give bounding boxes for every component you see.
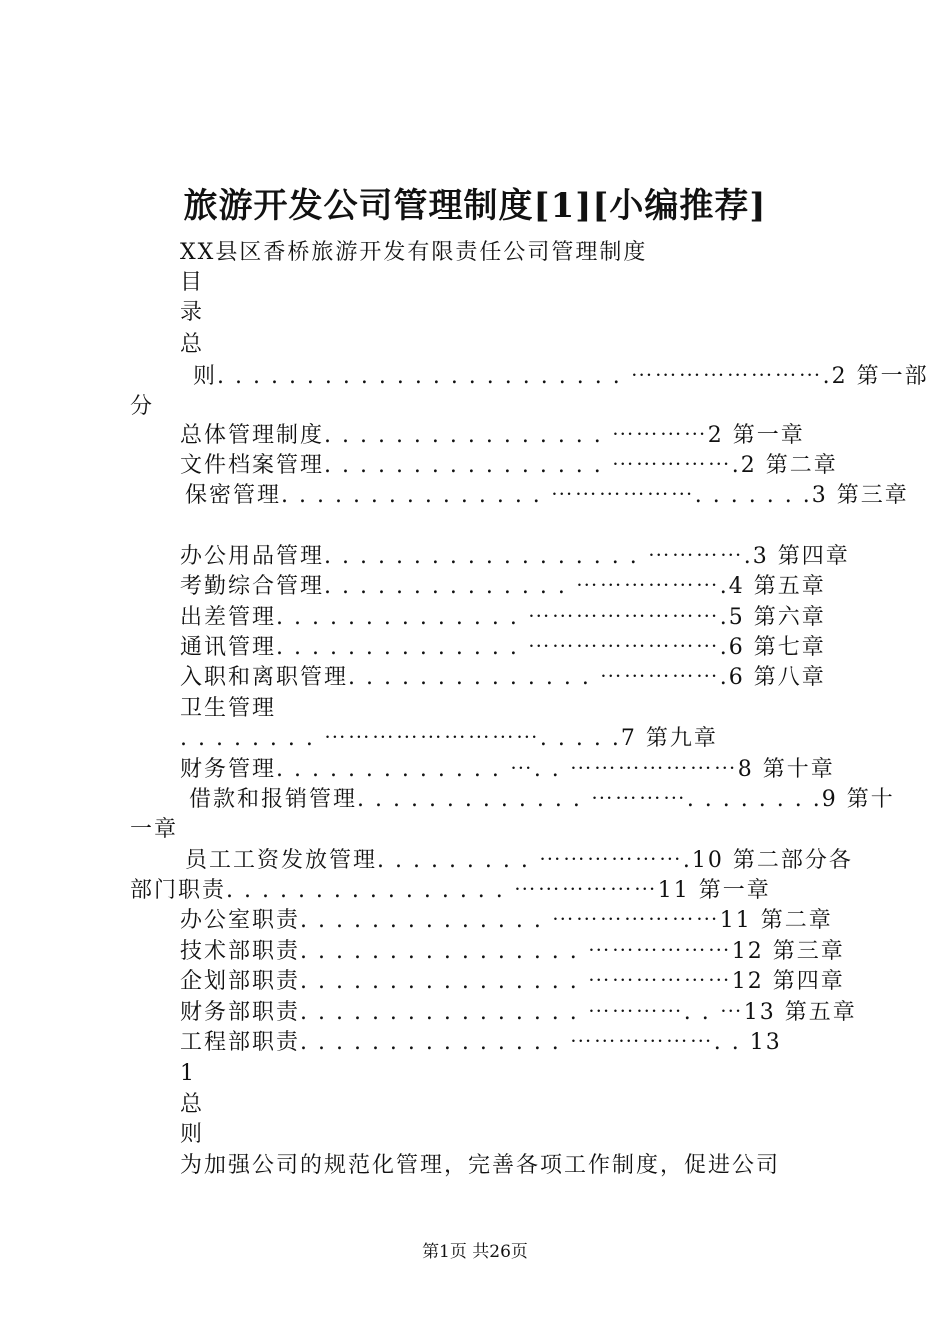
toc-entry-office-supplies: 办公用品管理. . . . . . . . . . . . . . . . . . ⋯⋯⋯⋯.3 第四章 [180,544,850,569]
inline-page-number: 1 [180,1061,196,1086]
toc-entry-part1-wrap: 分 [130,394,155,419]
toc-entry-onboarding-offboarding: 入职和离职管理. . . . . . . . . . . . . . ⋯⋯⋯⋯⋯.6 第八章 [180,665,826,690]
page-indicator: 第1页 共26页 [422,1242,528,1262]
toc-entry-office-duties: 办公室职责. . . . . . . . . . . . . . ⋯⋯⋯⋯⋯⋯⋯11 第二章 [180,908,833,933]
toc-entry-finance: 财务管理. . . . . . . . . . . . . ⋯. . ⋯⋯⋯⋯⋯⋯⋯8 第十章 [180,757,835,782]
toc-entry-chapter11-wrap: 一章 [130,817,179,842]
toc-entry-hygiene: 卫生管理 [180,696,277,721]
toc-heading-mu: 目 [180,270,205,295]
toc-entry-attendance: 考勤综合管理. . . . . . . . . . . . . . ⋯⋯⋯⋯⋯⋯.4 第五章 [180,574,826,599]
toc-heading-lu: 录 [180,300,205,325]
toc-entry-dept-duties: 部门职责. . . . . . . . . . . . . . . . ⋯⋯⋯⋯⋯⋯11 第一章 [130,878,771,903]
toc-entry-file-archives: 文件档案管理. . . . . . . . . . . . . . . . ⋯⋯⋯⋯⋯.2 第二章 [180,453,838,478]
toc-entry-business-trip: 出差管理. . . . . . . . . . . . . . ⋯⋯⋯⋯⋯⋯⋯⋯.5 第六章 [180,605,826,630]
toc-entry-loans-reimbursement: 借款和报销管理. . . . . . . . . . . . . ⋯⋯⋯⋯. . . . . . . .9 第十 [189,787,895,812]
toc-entry-engineering-duties: 工程部职责. . . . . . . . . . . . . . . ⋯⋯⋯⋯⋯⋯. . 13 [180,1030,782,1055]
toc-entry-hygiene-leader: . . . . . . . . ⋯⋯⋯⋯⋯⋯⋯⋯⋯. . . . .7 第九章 [180,726,718,751]
section-heading-ze: 则 [180,1122,205,1147]
toc-entry-planning-duties: 企划部职责. . . . . . . . . . . . . . . . ⋯⋯⋯⋯⋯⋯12 第四章 [180,969,845,994]
toc-entry-zong: 总 [180,332,205,357]
toc-entry-general-rules: 则. . . . . . . . . . . . . . . . . . . . . . . ⋯⋯⋯⋯⋯⋯⋯⋯.2 第一部 [193,364,929,389]
toc-entry-tech-duties: 技术部职责. . . . . . . . . . . . . . . . ⋯⋯⋯⋯⋯⋯12 第三章 [180,939,845,964]
company-heading: XX县区香桥旅游开发有限责任公司管理制度 [180,240,648,265]
document-title: 旅游开发公司管理制度[1][小编推荐] [183,186,767,226]
toc-entry-finance-duties: 财务部职责. . . . . . . . . . . . . . . . ⋯⋯⋯⋯. . ⋯13 第五章 [180,1000,857,1025]
toc-entry-communication: 通讯管理. . . . . . . . . . . . . . ⋯⋯⋯⋯⋯⋯⋯⋯.6 第七章 [180,635,826,660]
toc-entry-confidentiality: 保密管理. . . . . . . . . . . . . . . ⋯⋯⋯⋯⋯⋯. . . . . . .3 第三章 [185,483,909,508]
section-heading-zong: 总 [180,1092,205,1117]
toc-entry-overall-management: 总体管理制度. . . . . . . . . . . . . . . . ⋯⋯⋯⋯2 第一章 [180,423,805,448]
toc-entry-payroll: 员工工资发放管理. . . . . . . . . ⋯⋯⋯⋯⋯⋯.10 第二部分各 [185,848,853,873]
body-paragraph: 为加强公司的规范化管理，完善各项工作制度，促进公司 [180,1153,781,1178]
